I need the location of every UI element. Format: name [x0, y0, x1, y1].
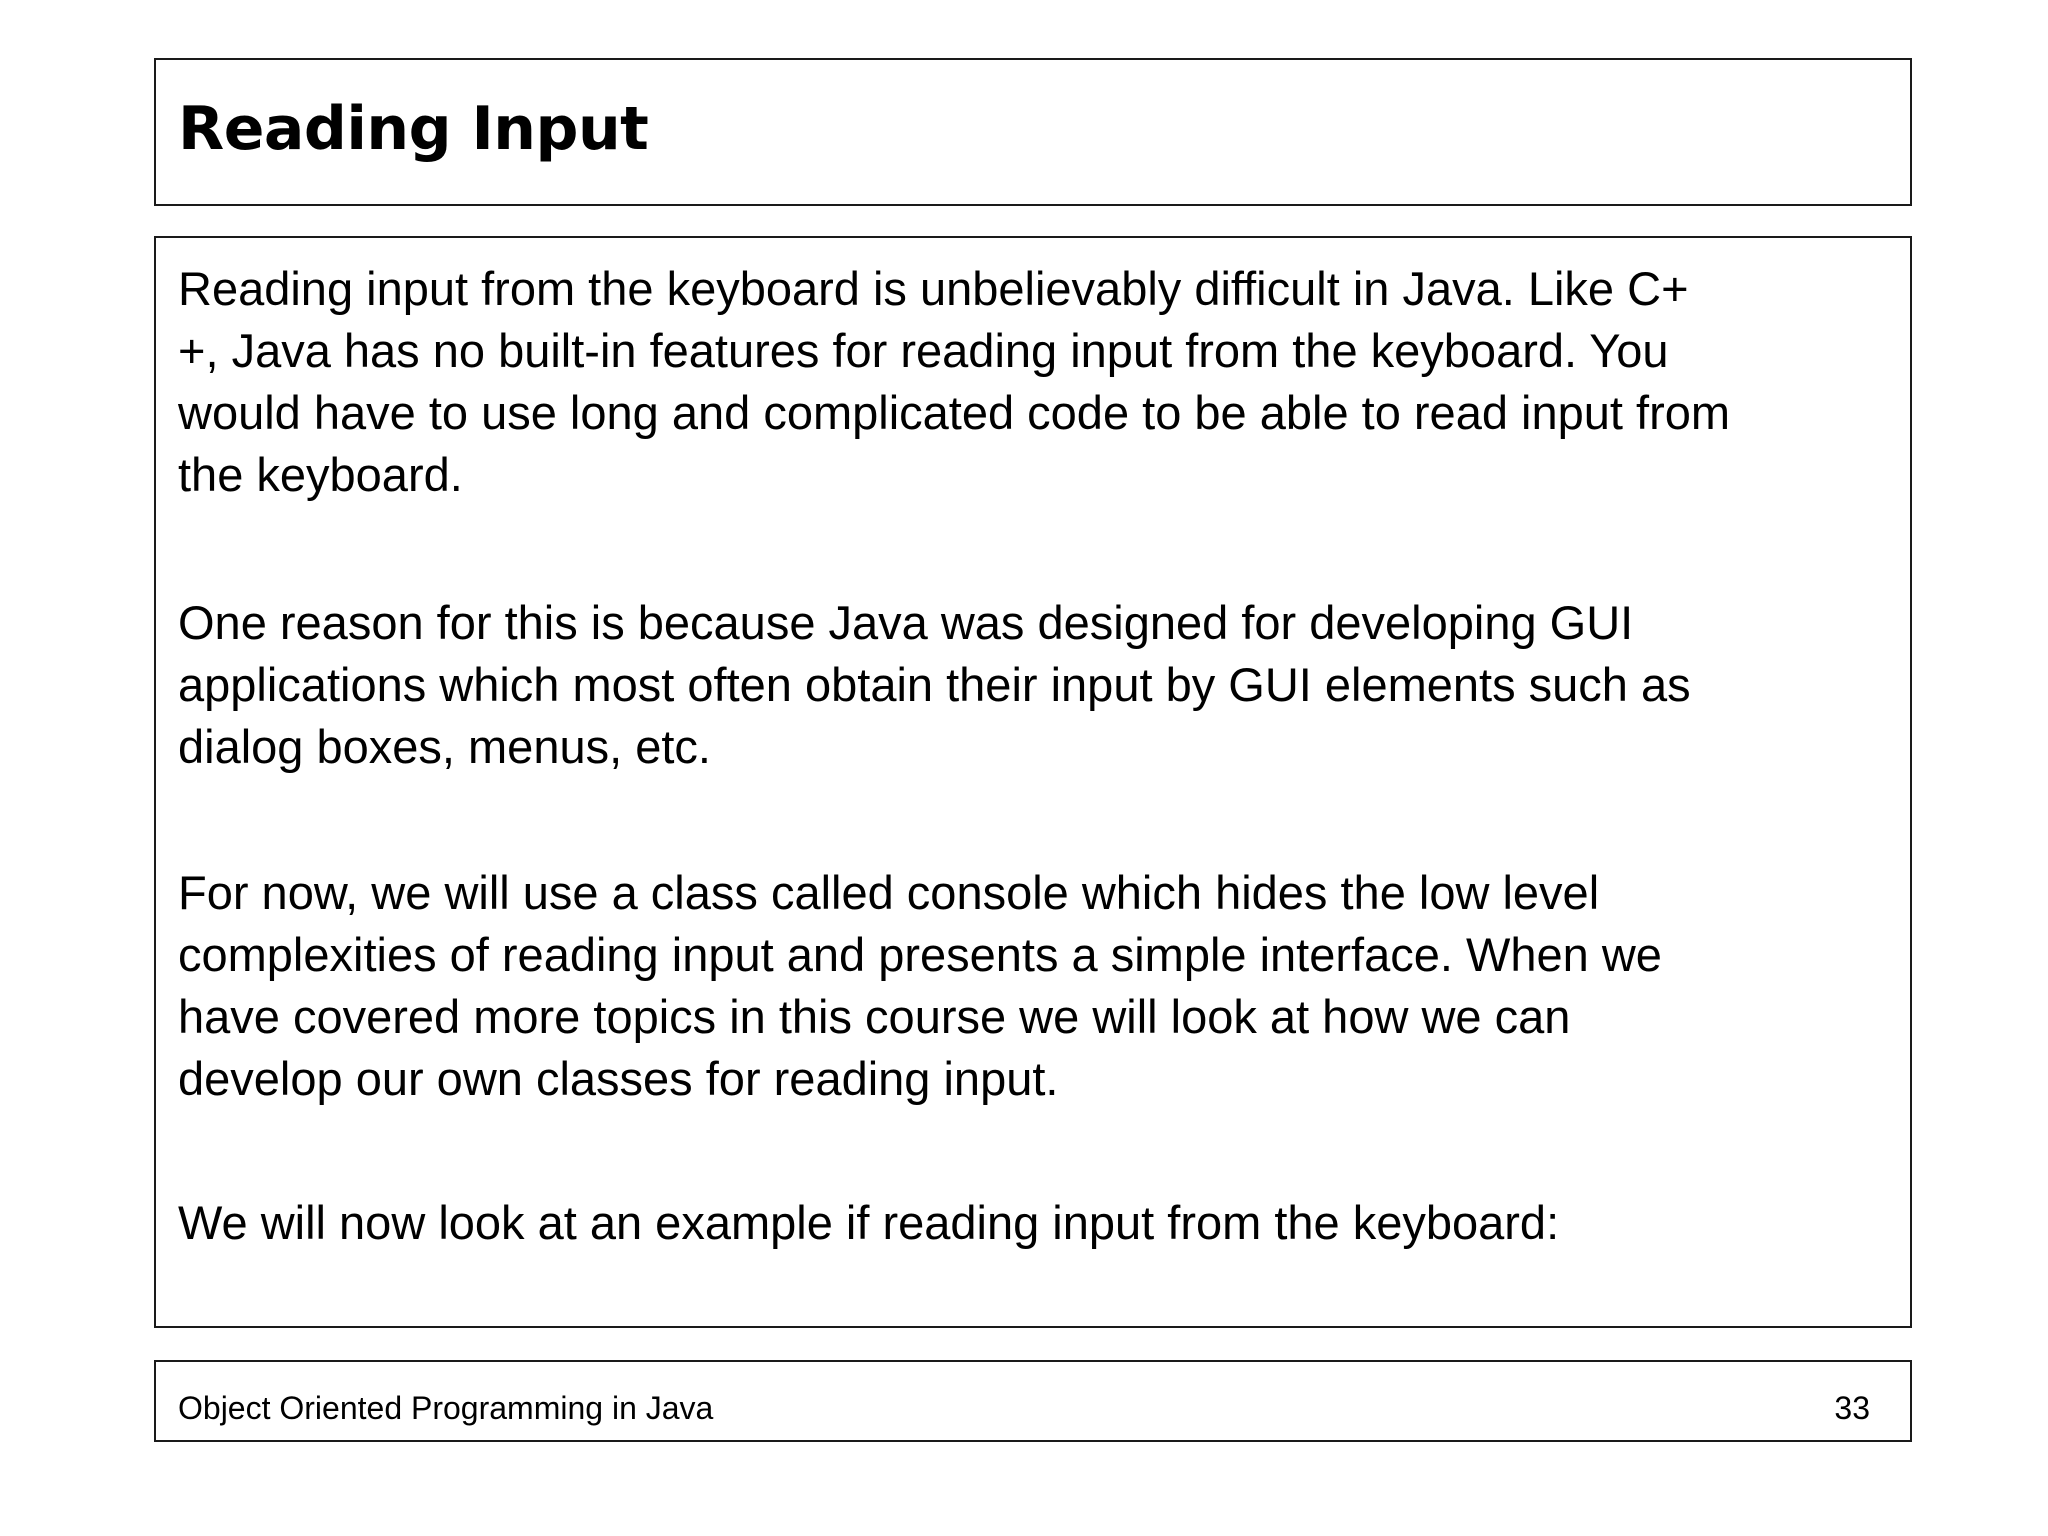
- body-paragraph-1: Reading input from the keyboard is unbelievably difficult in Java. Like C+ +, Java has no built-in features for reading input from the keyboard. You would have to use long and complicated code to be able to read input from the keyboard.: [178, 262, 1731, 501]
- body-paragraph-4: We will now look at an example if reading input from the keyboard:: [178, 1196, 1560, 1249]
- page-number: 33: [1834, 1390, 1870, 1426]
- content-frame: [154, 236, 1912, 1328]
- body-paragraph-2: One reason for this is because Java was designed for developing GUI applications which most often obtain their input by GUI elements such as dialog boxes, menus, etc.: [178, 596, 1691, 773]
- footer-course-title: Object Oriented Programming in Java: [178, 1390, 714, 1426]
- body-paragraph-3: For now, we will use a class called console which hides the low level complexities of reading input and presents a simple interface. When we have covered more topics in this course we will look at how we can develop our own classes for reading input.: [178, 866, 1662, 1105]
- title-frame: [154, 58, 1912, 206]
- slide-title: Reading Input: [178, 94, 649, 164]
- footer-frame: [154, 1360, 1912, 1442]
